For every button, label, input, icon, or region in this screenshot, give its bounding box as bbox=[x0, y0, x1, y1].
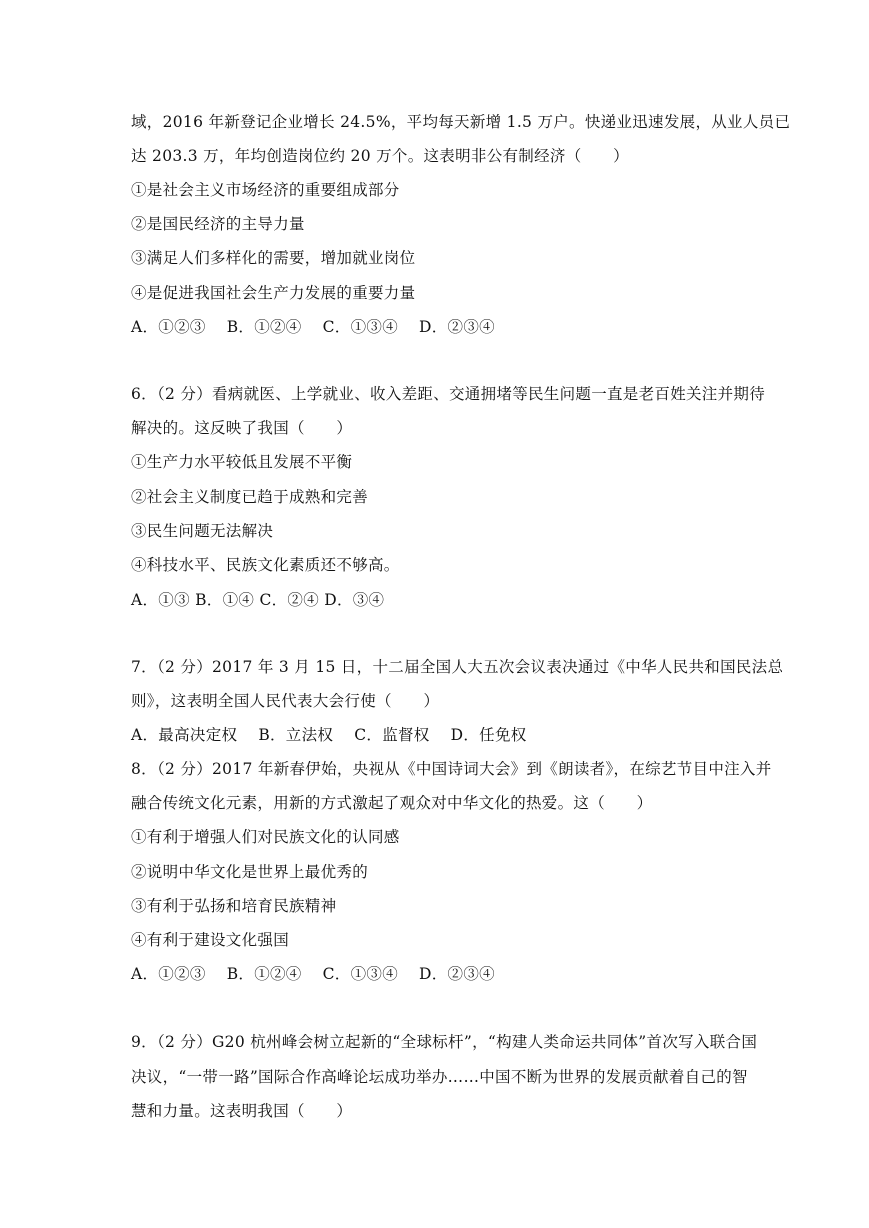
answer-choices: A．①②③ B．①②④ C．①③④ D．②③④ bbox=[131, 965, 495, 983]
option-statement: ①是社会主义市场经济的重要组成部分 bbox=[131, 181, 400, 199]
option-statement: ③有利于弘扬和培育民族精神 bbox=[131, 897, 337, 915]
option-statement: ④是促进我国社会生产力发展的重要力量 bbox=[131, 284, 416, 302]
answer-choices: A．①②③ B．①②④ C．①③④ D．②③④ bbox=[131, 318, 495, 336]
question-stem-line: 9．（2 分）G20 杭州峰会树立起新的“全球标杆”，“构建人类命运共同体”首次写入联合国 bbox=[131, 1033, 758, 1051]
question-stem-line: 决议，“一带一路”国际合作高峰论坛成功举办……中国不断为世界的发展贡献着自己的智 bbox=[131, 1068, 748, 1086]
option-statement: ②说明中华文化是世界上最优秀的 bbox=[131, 863, 369, 881]
answer-choices: A．最高决定权 B．立法权 C．监督权 D．任免权 bbox=[131, 726, 527, 744]
option-statement: ①有利于增强人们对民族文化的认同感 bbox=[131, 828, 400, 846]
question-stem-line: 8．（2 分）2017 年新春伊始，央视从《中国诗词大会》到《朗读者》，在综艺节目中注入并 bbox=[131, 760, 772, 778]
question-stem-line: 则》，这表明全国人民代表大会行使（ ） bbox=[131, 692, 440, 710]
question-stem-line: 7．（2 分）2017 年 3 月 15 日，十二届全国人大五次会议表决通过《中华人民共和国民法总 bbox=[131, 658, 784, 676]
option-statement: ③满足人们多样化的需要，增加就业岗位 bbox=[131, 249, 416, 267]
option-statement: ③民生问题无法解决 bbox=[131, 522, 274, 540]
question-stem-line: 融合传统文化元素，用新的方式激起了观众对中华文化的热爱。这（ ） bbox=[131, 794, 653, 812]
question-stem-line: 解决的。这反映了我国（ ） bbox=[131, 419, 353, 437]
answer-choices: A．①③ B．①④ C．②④ D．③④ bbox=[131, 591, 385, 609]
question-stem-line: 6．（2 分）看病就医、上学就业、收入差距、交通拥堵等民生问题一直是老百姓关注并期待 bbox=[131, 385, 766, 403]
option-statement: ②社会主义制度已趋于成熟和完善 bbox=[131, 488, 369, 506]
option-statement: ②是国民经济的主导力量 bbox=[131, 215, 305, 233]
question-stem-line: 域，2016 年新登记企业增长 24.5%，平均每天新增 1.5 万户。快递业迅速发展，从业人员已 bbox=[131, 113, 791, 131]
option-statement: ④有利于建设文化强国 bbox=[131, 931, 290, 949]
question-stem-line: 慧和力量。这表明我国（ ） bbox=[131, 1102, 353, 1120]
option-statement: ④科技水平、民族文化素质还不够高。 bbox=[131, 556, 400, 574]
option-statement: ①生产力水平较低且发展不平衡 bbox=[131, 453, 353, 471]
question-stem-line: 达 203.3 万，年均创造岗位约 20 万个。这表明非公有制经济（ ） bbox=[131, 147, 629, 165]
